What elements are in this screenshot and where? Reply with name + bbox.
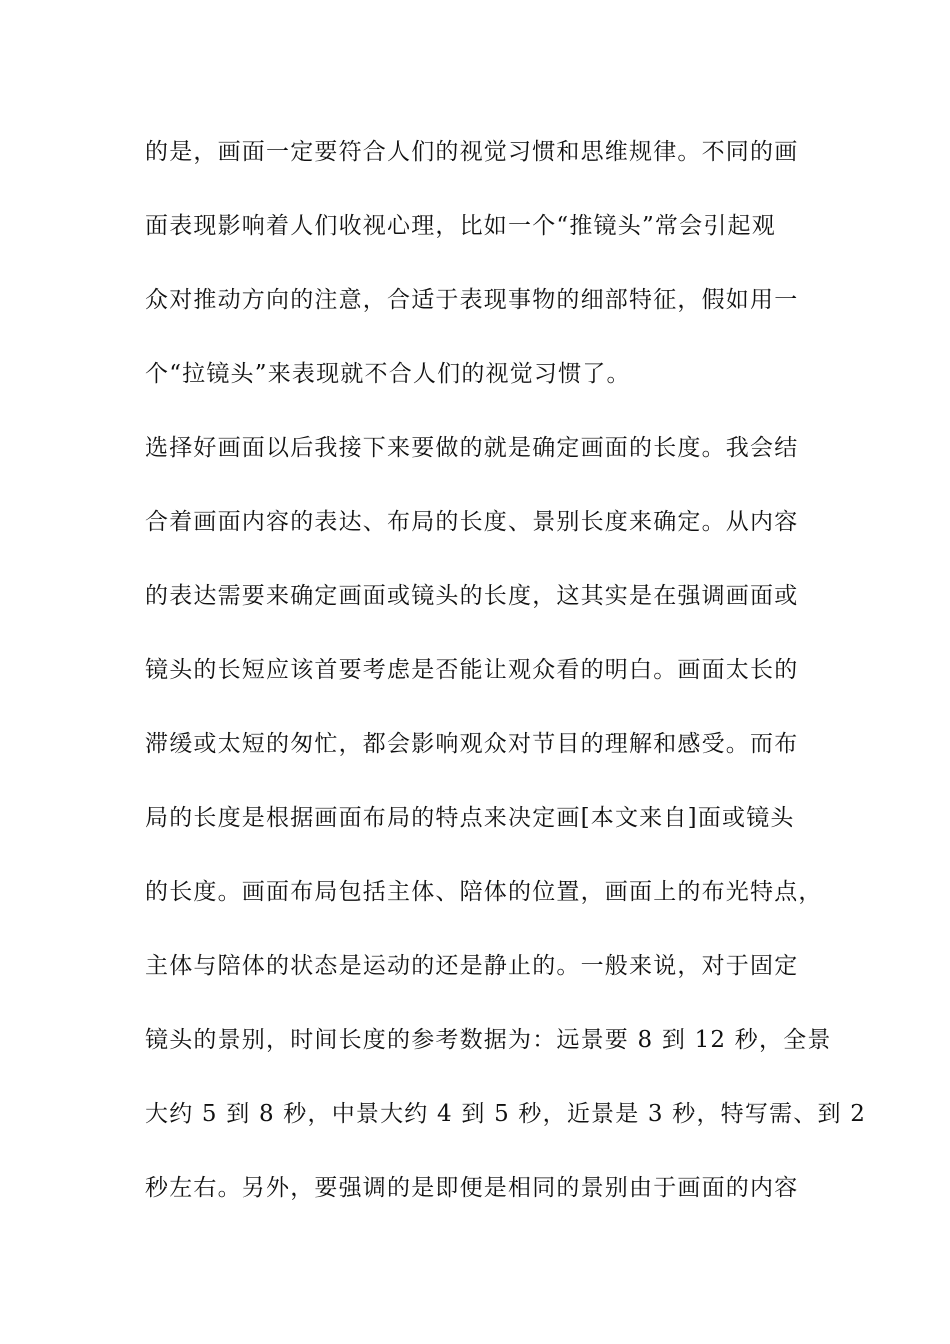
text-line: 主体与陪体的状态是运动的还是静止的。一般来说，对于固定 [145, 953, 799, 979]
text-line: 秒左右。另外，要强调的是即便是相同的景别由于画面的内容 [145, 1175, 799, 1201]
text-line: 的是，画面一定要符合人们的视觉习惯和思维规律。不同的画 [145, 139, 799, 165]
text-line: 镜头的景别，时间长度的参考数据为：远景要 8 到 12 秒，全景 [145, 1027, 832, 1053]
text-line: 滞缓或太短的匆忙，都会影响观众对节目的理解和感受。而布 [145, 731, 799, 757]
text-line: 众对推动方向的注意，合适于表现事物的细部特征，假如用一 [145, 287, 799, 313]
text-line: 个“拉镜头”来表现就不合人们的视觉习惯了。 [145, 361, 631, 387]
text-line: 选择好画面以后我接下来要做的就是确定画面的长度。我会结 [145, 435, 799, 461]
text-line: 的表达需要来确定画面或镜头的长度，这其实是在强调画面或 [145, 583, 799, 609]
text-line: 局的长度是根据画面布局的特点来决定画[本文来自]面或镜头 [145, 805, 795, 831]
text-line: 大约 5 到 8 秒，中景大约 4 到 5 秒，近景是 3 秒，特写需、到 2 [145, 1101, 867, 1127]
text-line: 合着画面内容的表达、布局的长度、景别长度来确定。从内容 [145, 509, 799, 535]
text-line: 的长度。画面布局包括主体、陪体的位置，画面上的布光特点， [145, 879, 823, 905]
text-line: 镜头的长短应该首要考虑是否能让观众看的明白。画面太长的 [145, 657, 799, 683]
text-line: 面表现影响着人们收视心理，比如一个“推镜头”常会引起观 [145, 213, 776, 239]
